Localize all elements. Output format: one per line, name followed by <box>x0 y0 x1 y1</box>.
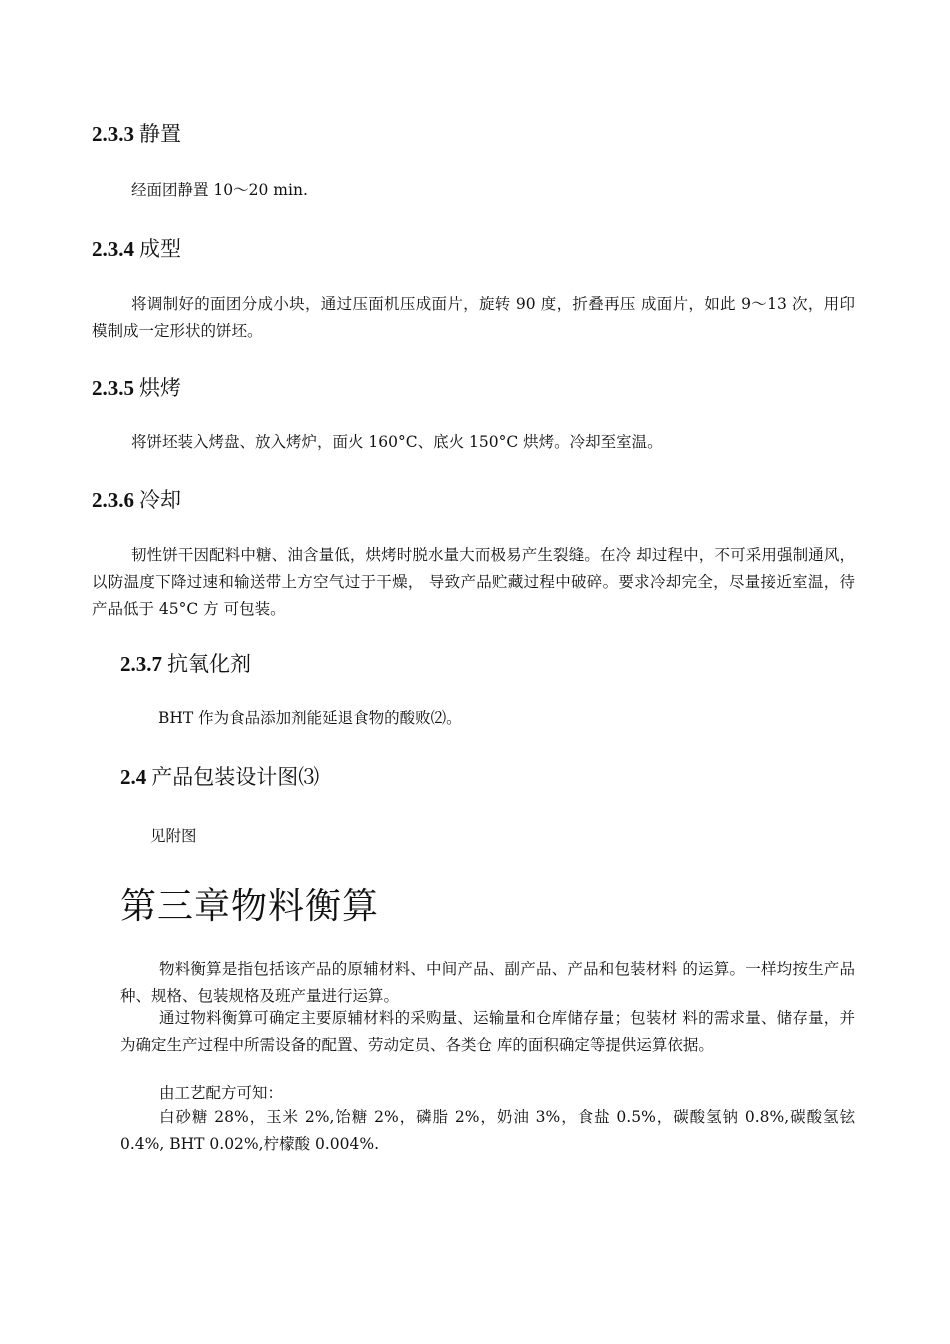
section-body-2-3-3: 经面团静置 10～20 min. <box>131 181 308 199</box>
section-body-2-3-5: 将饼坯装入烤盘、放入烤炉，面火 160°C、底火 150°C 烘烤。冷却至室温。 <box>131 433 663 451</box>
chapter-paragraph-1: 物料衡算是指包括该产品的原辅材料、中间产品、副产品、产品和包装材料 的运算。一样均按生产品种、规格、包装规格及班产量进行运算。 <box>120 960 855 1005</box>
section-heading-2-3-3: 2.3.3 静置 <box>92 122 181 146</box>
section-heading-2-3-6: 2.3.6 冷却 <box>92 488 181 512</box>
section-body-2-3-4: 将调制好的面团分成小块，通过压面机压成面片，旋转 90 度，折叠再压 成面片，如此 9～13 次，用印模制成一定形状的饼坯。 <box>92 295 855 340</box>
section-heading-2-3-4: 2.3.4 成型 <box>92 237 181 261</box>
section-heading-2-4: 2.4 产品包装设计图⑶ <box>120 765 320 789</box>
chapter-paragraph-4: 白砂糖 28%，玉米 2%,饴糖 2%，磷脂 2%，奶油 3%，食盐 0.5%，碳酸氢钠 0.8%,碳酸氢铉 0.4%, BHT 0.02%,柠檬酸 0.004%. <box>120 1108 855 1153</box>
chapter-paragraph-2: 通过物料衡算可确定主要原辅材料的采购量、运输量和仓库储存量；包装材 料的需求量、储存量，并为确定生产过程中所需设备的配置、劳动定员、各类仓 库的面积确定等提供运算依据。 <box>120 1009 855 1054</box>
section-body-2-3-6: 韧性饼干因配料中糖、油含量低，烘烤时脱水量大而极易产生裂缝。在冷 却过程中，不可采用强制通风，以防温度下降过速和输送带上方空气过于干燥， 导致产品贮藏过程中破碎。要求冷却完全，尽量接近室温，待产品低于 45°C 方 可包装。 <box>92 546 855 618</box>
chapter-paragraph-3: 由工艺配方可知： <box>159 1084 284 1102</box>
section-heading-2-3-7: 2.3.7 抗氧化剂 <box>120 652 251 676</box>
section-heading-2-3-5: 2.3.5 烘烤 <box>92 376 181 400</box>
chapter-title: 第三章物料衡算 <box>120 886 380 927</box>
section-body-2-3-7: BHT 作为食品添加剂能延退食物的酸败⑵。 <box>158 709 462 727</box>
section-body-2-4: 见附图 <box>150 827 197 845</box>
